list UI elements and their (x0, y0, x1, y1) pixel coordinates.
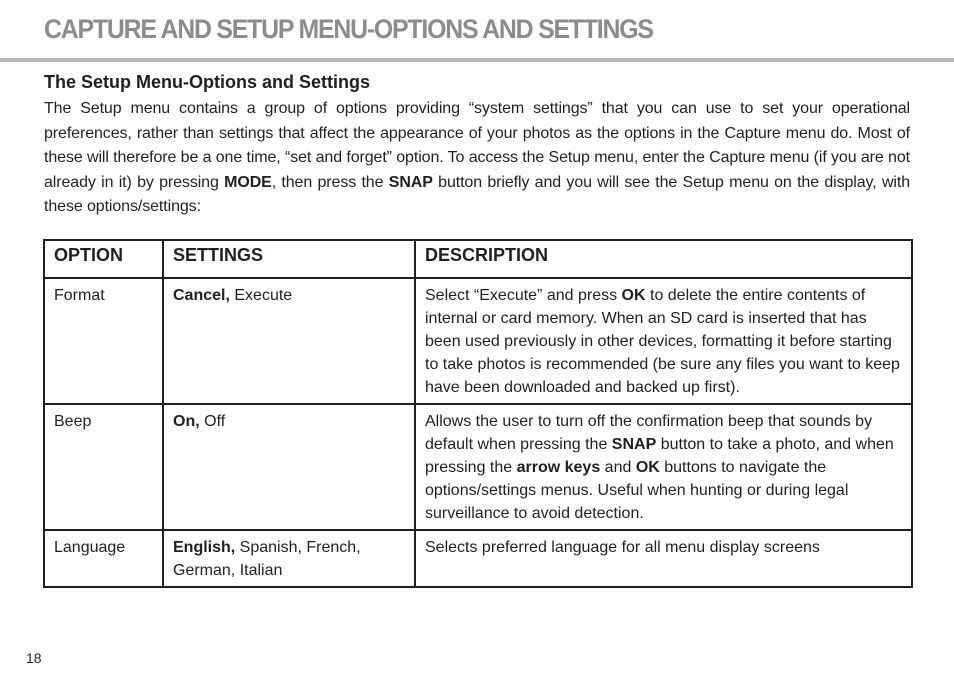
settings-cell (163, 404, 415, 530)
description-text: Selects preferred language for all menu display screens (425, 539, 820, 556)
table-header-row (44, 240, 912, 278)
table-row (44, 278, 912, 404)
intro-text-part2: , then press the (271, 173, 389, 191)
description-cell (415, 530, 912, 587)
description-cell (415, 404, 912, 530)
snap-key-label: SNAP (388, 173, 433, 191)
option-cell: Language (44, 530, 163, 587)
other-settings: Spanish, French, German, Italian (173, 539, 361, 579)
settings-cell (163, 530, 415, 587)
table-row (44, 530, 912, 587)
header-divider (0, 58, 954, 62)
mode-key-label: MODE (224, 173, 272, 191)
description-text: Allows the user to turn off the confirmation beep that sounds by default when pressing the (425, 413, 873, 453)
description-text: Select “Execute” and press (425, 287, 622, 304)
description-cell (415, 278, 912, 404)
page-header-title: CAPTURE AND SETUP MENU-OPTIONS AND SETTINGS (44, 14, 653, 44)
default-setting: English, (173, 539, 236, 556)
default-setting: On, (173, 413, 200, 430)
intro-paragraph (44, 97, 910, 220)
intro-text-part1: The Setup menu contains a group of options providing “system settings” that you can use to set your operational preferences, rather than settings that affect the appearance of your photos as the options in the Capture menu do. Most of these will therefore be a one time, “set and forget” option. To access the Setup menu, enter the Capture menu (if you are not already in it) by pressing (44, 100, 910, 191)
key-label: SNAP (611, 436, 657, 453)
other-settings: Execute (229, 287, 293, 304)
column-header-description: DESCRIPTION (415, 240, 912, 278)
column-header-settings: SETTINGS (163, 240, 415, 278)
key-label: OK (635, 459, 660, 476)
description-text: buttons to navigate the options/settings menus. Useful when hunting or during legal surveillance to avoid detection. (425, 459, 849, 522)
column-header-option: OPTION (44, 240, 163, 278)
other-settings: Off (199, 413, 226, 430)
default-setting: Cancel, (173, 287, 230, 304)
setup-options-table (43, 239, 913, 588)
description-text: and (600, 459, 636, 476)
table-row (44, 404, 912, 530)
description-text: button to take a photo, and when pressing the (425, 436, 894, 476)
option-cell: Format (44, 278, 163, 404)
page-number: 18 (26, 650, 42, 666)
settings-cell (163, 278, 415, 404)
option-cell: Beep (44, 404, 163, 530)
description-text: to delete the entire contents of internal or card memory. When an SD card is inserted that has been used previously in other devices, formatting it before starting to take photos is recommended (be sure any files you want to keep have been downloaded and backed up first). (425, 287, 900, 396)
intro-text-part3: button briefly and you will see the Setup menu on the display, with these options/settings: (44, 173, 910, 215)
section-heading: The Setup Menu-Options and Settings (44, 72, 370, 92)
key-label: OK (621, 287, 646, 304)
key-label: arrow keys (516, 459, 601, 476)
